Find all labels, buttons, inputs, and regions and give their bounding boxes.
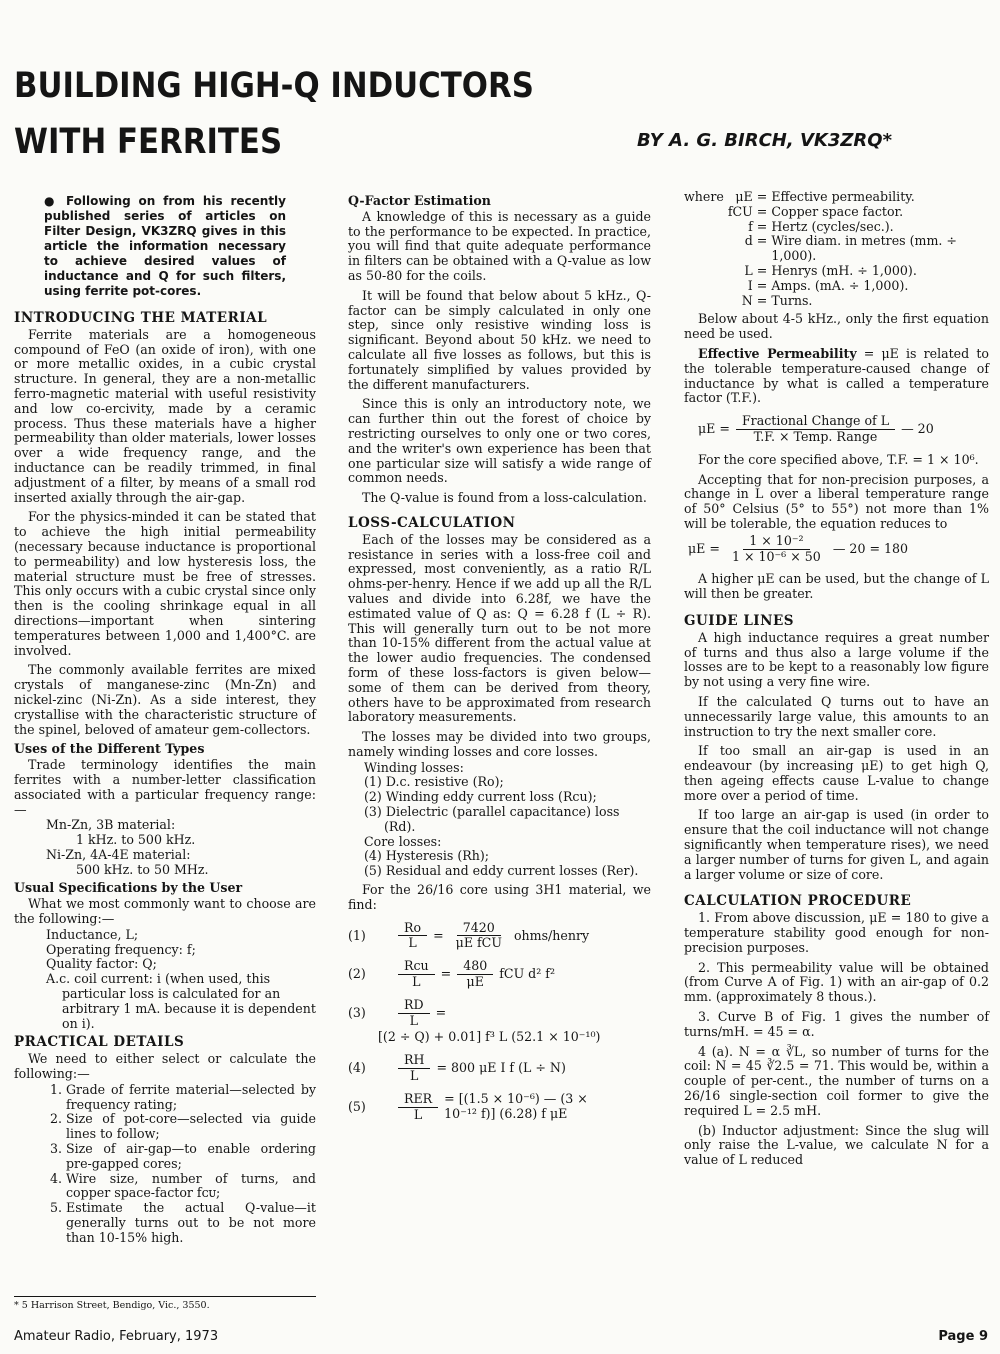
equation-5: (5) $\frac{\text{RER}}{L}$ = [(1.5 × 10⁻⁶) — (3 × 10⁻¹² f)] (6.28) f μE — [348, 1090, 588, 1122]
publication-info: Amateur Radio, February, 1973 — [14, 1329, 219, 1344]
loss-item: (3) Dielectric (parallel capacitance) loss (Rd). — [364, 804, 620, 834]
paragraph: Since this is only an introductory note, we can further thin out the forest of choice by restricting ourselves to only one or two cores, and the writer's own experience has been that one particular size will satisfy a wide range of common needs. — [348, 396, 651, 486]
paragraph: The losses may be divided into two groups, namely winding losses and core losses. — [348, 729, 651, 759]
heading-loss-calculation: LOSS-CALCULATION — [348, 514, 516, 531]
heading-calculation-procedure: CALCULATION PROCEDURE — [684, 893, 912, 910]
column-3 — [684, 190, 989, 1173]
intro-box: ● Following on from his recently published series of articles on Filter Design, VK3ZRQ gives in this article the information necessary to achieve desired values of inductance and Q for such filters, using ferrite pot-cores. — [44, 194, 286, 298]
list-item: 1. Grade of ferrite material—selected by frequency rating; — [66, 1083, 316, 1113]
list-item: 4. Wire size, number of turns, and copper space-factor fᴄᴜ; — [66, 1172, 316, 1202]
heading-practical-details: PRACTICAL DETAILS — [14, 1034, 185, 1051]
list-item: 5. Estimate the actual Q-value—it generally turns out to be not more than 10-15% high. — [66, 1201, 316, 1245]
paragraph: 3. Curve B of Fig. 1 gives the number of turns/mH. = 45 = α. — [684, 1009, 989, 1039]
equation-3-line-2: [(2 ÷ Q) + 0.01] f³ L (52.1 × 10⁻¹⁰) — [378, 1029, 601, 1045]
paragraph: 2. This permeability value will be obtained (from Curve A of Fig. 1) with an air-gap of 0.2 mm. (approximately 8 thous.). — [684, 959, 989, 1005]
mnzn-label: Mn-Zn, 3B material: — [46, 817, 176, 833]
core-label: Core losses: — [364, 833, 442, 849]
column-1 — [14, 190, 316, 1250]
spec-item-cont: particular loss is calculated for an arbitrary 1 mA. because it is dependent on i). — [62, 986, 316, 1031]
paragraph: Below about 4-5 kHz., only the first equation need be used. — [684, 311, 989, 342]
winding-label: Winding losses: — [364, 759, 464, 775]
heading-uses: Uses of the Different Types — [14, 741, 205, 757]
paragraph: (b) Inductor adjustment: Since the slug will only raise the L-value, we calculate N for a value of L reduced — [684, 1122, 989, 1168]
paragraph: Effective Permeability = μE is related to the tolerable temperature-caused change of inductance by what is called a temperature factor (T.F.). — [684, 345, 989, 406]
loss-item: (2) Winding eddy current loss (Rcu); — [364, 789, 597, 805]
article-title — [14, 58, 542, 170]
paragraph: For the physics-minded it can be stated that to achieve the high initial permeability (necessary because inductance is proportional to permeability) and low hysteresis loss, the material structure must be free of stresses. This only occurs with a cubic crystal since only then is the cooling shrinkage equal in all directions—important when sintering temperatures between 1,000 and 1,400°C. are involved. — [14, 509, 316, 658]
page-number: Page 9 — [938, 1329, 988, 1344]
loss-item: (1) D.c. resistive (Ro); — [364, 774, 504, 790]
loss-item: (4) Hysteresis (Rh); — [364, 848, 490, 864]
details-list — [14, 1083, 316, 1246]
paragraph: If the calculated Q turns out to have an unnecessarily large value, this amounts to an instruction to try the next smaller core. — [684, 693, 989, 739]
paragraph: The Q-value is found from a loss-calculation. — [362, 490, 647, 506]
paragraph: The commonly available ferrites are mixed crystals of manganese-zinc (Mn-Zn) and nickel-zinc (Ni-Zn). As a side interest, they crystallise with the characteristic structure of the spinel, beloved of amateur gem-collectors. — [14, 662, 316, 737]
heading-guide-lines: GUIDE LINES — [684, 612, 794, 629]
paragraph: A knowledge of this is necessary as a guide to the performance to be expected. In practice, you will find that quite adequate performance in filters can be obtained with a Q-value as low as 50-80 for the coils. — [348, 208, 651, 283]
heading-specifications: Usual Specifications by the User — [14, 880, 243, 896]
paragraph: A high inductance requires a great number of turns and thus also a large volume if the losses are to be kept to a reasonably low figure by not using a very fine wire. — [684, 629, 989, 690]
equation-1: (1) $\frac{Ro}{L}$ = $\frac{7420}{\text{μE fCU}}$ ohms/henry — [348, 919, 590, 951]
byline: BY A. G. BIRCH, VK3ZRQ* — [637, 130, 892, 151]
equation-4: (4) $\frac{RH}{L}$ = 800 μE I f (L ÷ N) — [348, 1052, 566, 1084]
title-line-1: BUILDING HIGH-Q INDUCTORS — [14, 66, 534, 106]
loss-item: (5) Residual and eddy current losses (Rer). — [364, 863, 639, 879]
paragraph: Trade terminology identifies the main ferrites with a number-letter classification associated with a particular frequency range:— — [14, 757, 316, 817]
paragraph: Ferrite materials are a homogeneous compound of FeO (an oxide of iron), with one or more metallic oxides, in a cubic crystal structure. In general, they are a non-metallic ferro-magnetic material with useful resistivity and low co-ercivity, made by a ceramic process. Thus these materials have a higher permeability than older materials, lower losses over a wide frequency range, and the inductance can be readily trimmed, in final adjustment of a filter, by means of a small rod inserted axially through the air-gap. — [14, 326, 316, 505]
heading-introducing-material: INTRODUCING THE MATERIAL — [14, 310, 268, 326]
paragraph: 4 (a). N = α ∛L, so number of turns for the coil: N = 45 ∛2.5 = 71. This would be, within a couple of per-cent., the number of turns on a 26/16 single-section coil former to give the required L = 2.5 mH. — [684, 1043, 989, 1118]
equation-a: μE = $\frac{\text{Fractional Change of L}}{\text{T.F. × Temp. Range}}$ — 20 — [698, 413, 934, 444]
equation-b: μE = $\frac{\text{1 × 10⁻²}}{\text{1 × 10⁻⁶ × 50}}$ — 20 = 180 — [688, 532, 909, 564]
paragraph: A higher μE can be used, but the change of L will then be greater. — [684, 571, 989, 602]
paragraph: If too small an air-gap is used in an endeavour (by increasing μE) to get high Q, then ageing effects cause L-value to change more over a period of time. — [684, 743, 989, 803]
paragraph: If too large an air-gap is used (in order to ensure that the coil inductance will not change significantly when temperature rises), we need a larger number of turns for given L, and again a larger volume or size of core. — [684, 807, 989, 882]
nizn-label: Ni-Zn, 4A-4E material: — [46, 846, 191, 862]
paragraph: 1. From above discussion, μE = 180 to give a temperature stability good enough for non-precision purposes. — [684, 910, 989, 955]
paragraph: Accepting that for non-precision purposes, a change in L over a liberal temperature range of 50° Celsius (5° to 55°) not more than 1% will be tolerable, the equation reduces to — [684, 471, 989, 531]
footnote: * 5 Harrison Street, Bendigo, Vic., 3550. — [14, 1296, 316, 1311]
list-item: 2. Size of pot-core—selected via guide lines to follow; — [66, 1112, 316, 1142]
spec-item: Operating frequency: f; — [46, 941, 196, 957]
column-2 — [348, 190, 651, 1122]
paragraph: It will be found that below about 5 kHz., Q-factor can be simply calculated in only one step, since only resistive winding loss is significant. Beyond about 50 kHz. we need to calculate all five losses as follows, but this is fortunately simplified by values provided by the different manufacturers. — [348, 287, 651, 392]
symbol-definitions: where μE = Effective permeability. fCU = Copper space factor. f = Hertz (cycles/sec.). d = Wire diam. in metres (mm. ÷ 1,000). L = Henrys (mH. ÷ 1,000). I = Amps. (mA. ÷ 1,000). N = Turns. — [684, 189, 957, 308]
title-line-2: WITH FERRITES — [14, 122, 283, 162]
equation-3: (3) $\frac{RD}{L}$ = — [348, 996, 447, 1028]
spec-item: A.c. coil current: i (when used, this — [46, 971, 271, 987]
paragraph: What we most commonly want to choose are the following:— — [14, 896, 316, 927]
mnzn-range: 1 kHz. to 500 kHz. — [76, 832, 196, 848]
nizn-range: 500 kHz. to 50 MHz. — [76, 861, 209, 877]
paragraph: For the core specified above, T.F. = 1 × 10⁶. — [698, 451, 979, 467]
equation-2: (2) $\frac{\text{Rcu}}{L}$ = $\frac{480}{\mu E}$ fCU d² f² — [348, 958, 556, 990]
heading-q-factor: Q-Factor Estimation — [348, 193, 491, 208]
paragraph: Each of the losses may be considered as a resistance in series with a loss-free coil and expressed, most conveniently, as a ratio R/L ohms-per-henry. Hence if we add up all the R/L values and divide into 6.28f, we have the estimated value of Q as: Q = 6.28 f (L ÷ R). This will generally turn out to be not more than 10-15% different from the actual value at the lower audio frequencies. The condensed form of these loss-factors is given below—some of them can be derived from theory, others have to be approximated from research laboratory measurements. — [348, 531, 651, 725]
spec-item: Inductance, L; — [46, 926, 139, 942]
paragraph: We need to either select or calculate the following:— — [14, 1051, 316, 1082]
list-item: 3. Size of air-gap—to enable ordering pre-gapped cores; — [66, 1142, 316, 1172]
paragraph: For the 26/16 core using 3H1 material, we find: — [348, 882, 651, 912]
spec-item: Quality factor: Q; — [46, 956, 157, 972]
